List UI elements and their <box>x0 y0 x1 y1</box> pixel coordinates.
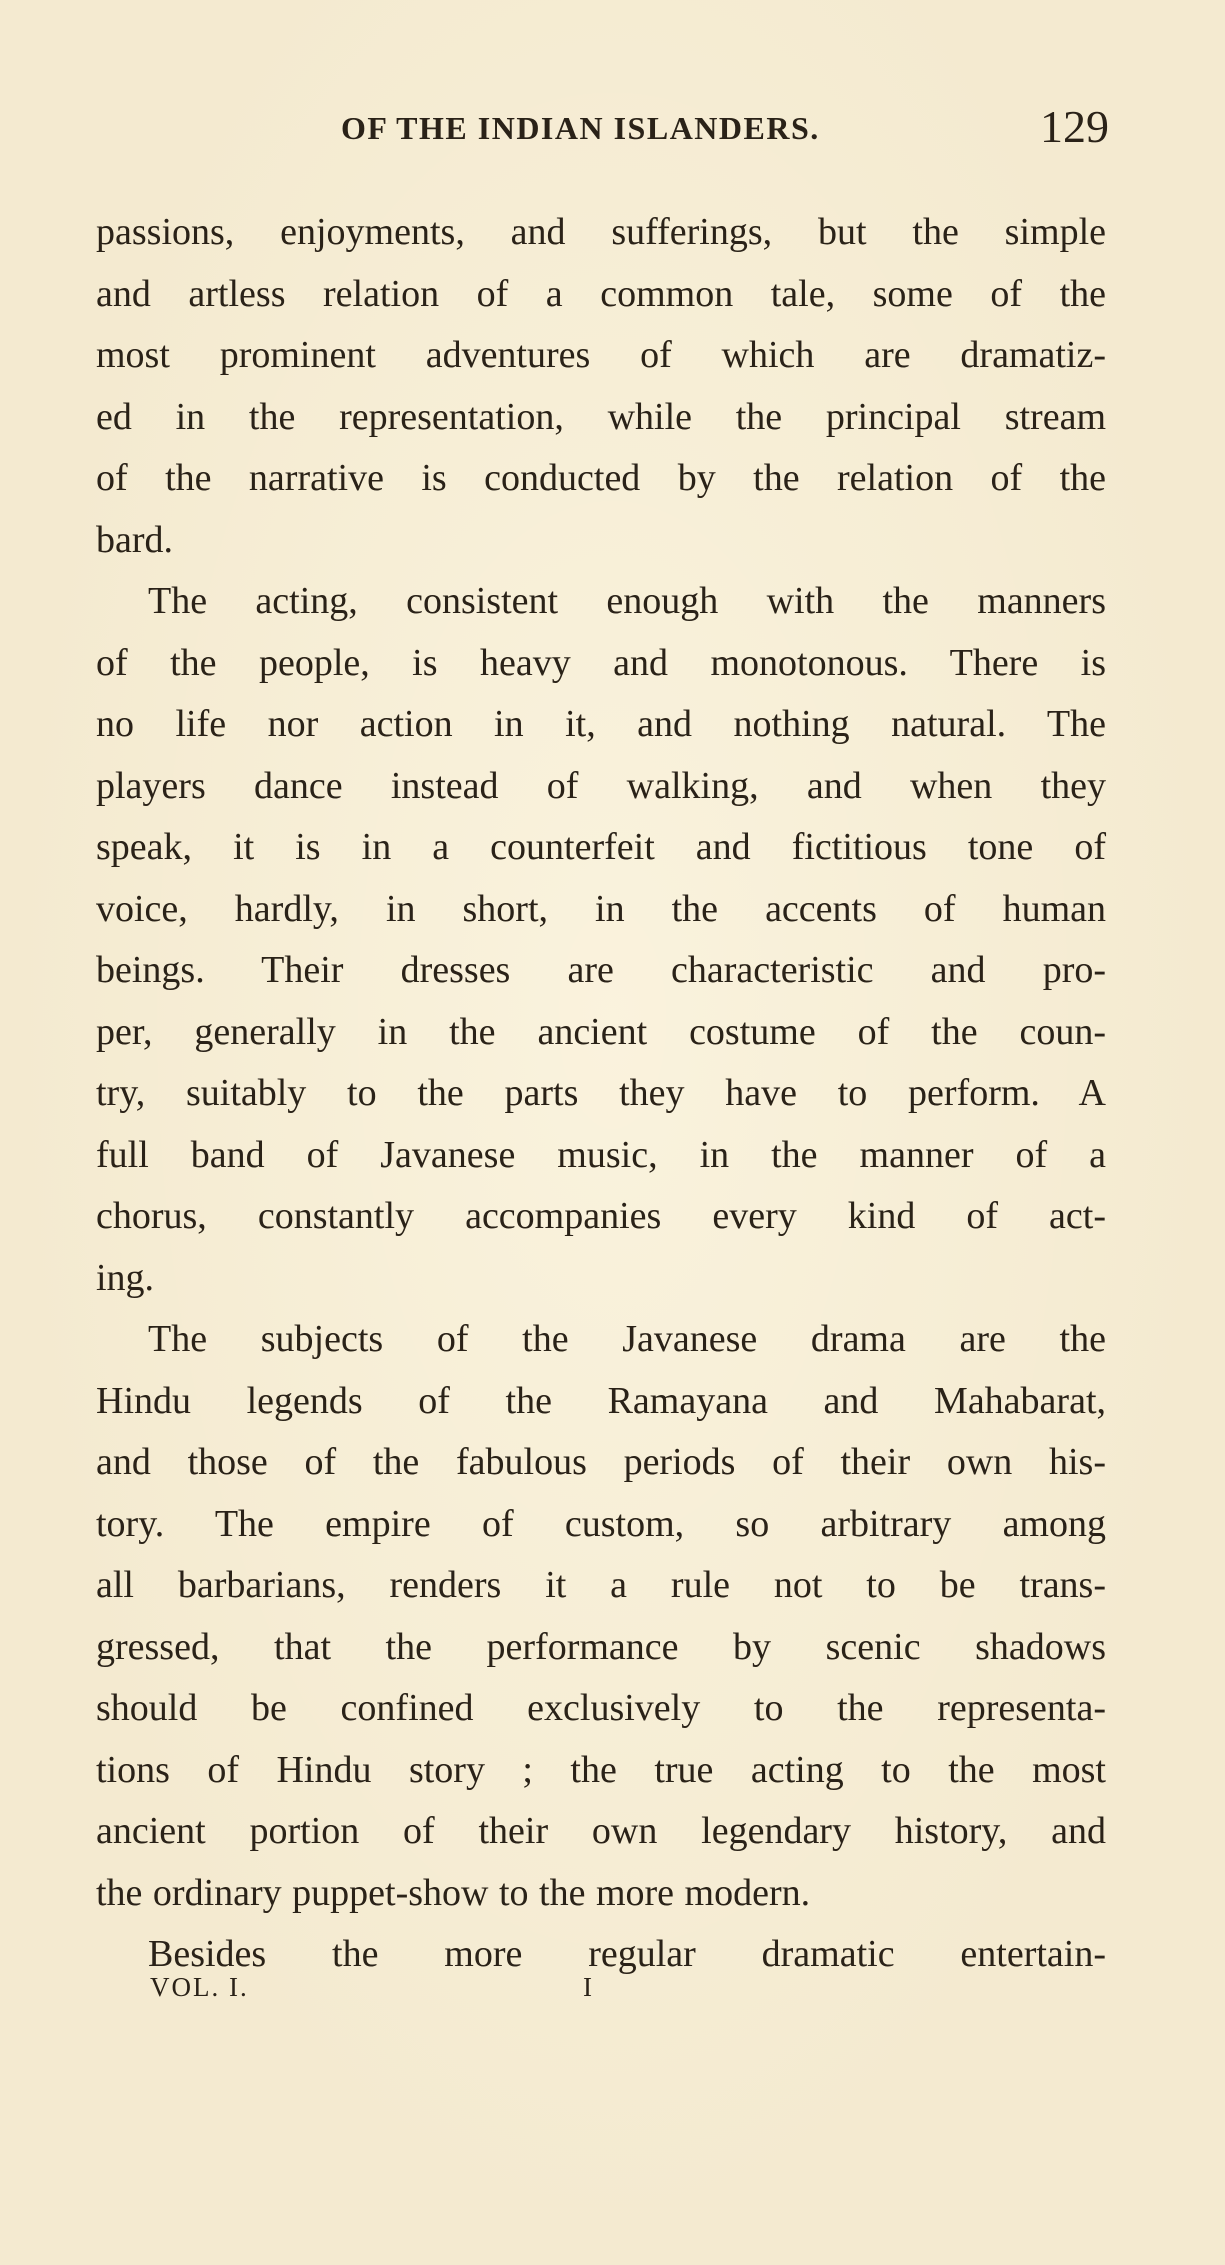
running-head <box>0 96 1225 156</box>
text-line: players dance instead of walking, and when they <box>96 764 1106 807</box>
text-line: tions of Hindu story ; the true acting to the most <box>96 1748 1106 1791</box>
page-number: 129 <box>1040 101 1109 152</box>
text-line: of the narrative is conducted by the relation of the <box>96 457 1106 499</box>
text-line: try, suitably to the parts they have to perform. A <box>96 1072 1106 1114</box>
text-line: and those of the fabulous periods of their own his- <box>96 1441 1106 1483</box>
text-line: all barbarians, renders it a rule not to be trans- <box>96 1564 1106 1606</box>
text-line: of the people, is heavy and monotonous. There is <box>96 641 1106 684</box>
text-line: no life nor action in it, and nothing natural. The <box>96 703 1106 745</box>
text-line: ancient portion of their own legendary history, and <box>96 1810 1106 1852</box>
body-text <box>96 202 1106 1986</box>
text-line: ed in the representation, while the principal stream <box>96 395 1106 438</box>
page-footer <box>0 1972 1225 2020</box>
text-line: per, generally in the ancient costume of the coun- <box>96 1010 1106 1053</box>
text-line: and artless relation of a common tale, some of the <box>96 272 1106 315</box>
text-line: passions, enjoyments, and sufferings, but the simple <box>96 211 1106 253</box>
text-line: beings. Their dresses are characteristic and pro- <box>96 949 1106 991</box>
text-line: Hindu legends of the Ramayana and Mahabarat, <box>96 1379 1106 1422</box>
text-line: should be confined exclusively to the representa- <box>96 1687 1106 1729</box>
text-line: the ordinary puppet-show to the more modern. <box>96 1871 811 1914</box>
running-title: OF THE INDIAN ISLANDERS. <box>341 110 820 146</box>
text-line: speak, it is in a counterfeit and fictitious tone of <box>96 826 1106 868</box>
text-line: full band of Javanese music, in the manner of a <box>96 1133 1106 1176</box>
text-line: bard. <box>96 518 174 561</box>
signature-mark: I <box>583 1972 592 2002</box>
text-line: chorus, constantly accompanies every kind of act- <box>96 1195 1106 1237</box>
text-line: The acting, consistent enough with the manners <box>148 580 1106 622</box>
volume-label: VOL. I. <box>150 1972 249 2002</box>
text-line: gressed, that the performance by scenic shadows <box>96 1625 1106 1668</box>
text-line: ing. <box>96 1256 155 1299</box>
text-line: The subjects of the Javanese drama are the <box>148 1318 1106 1360</box>
text-line: Besides the more regular dramatic entertain- <box>148 1933 1106 1975</box>
text-line: voice, hardly, in short, in the accents of human <box>96 887 1106 930</box>
text-line: tory. The empire of custom, so arbitrary among <box>96 1502 1106 1545</box>
text-line: most prominent adventures of which are dramatiz- <box>96 334 1106 376</box>
